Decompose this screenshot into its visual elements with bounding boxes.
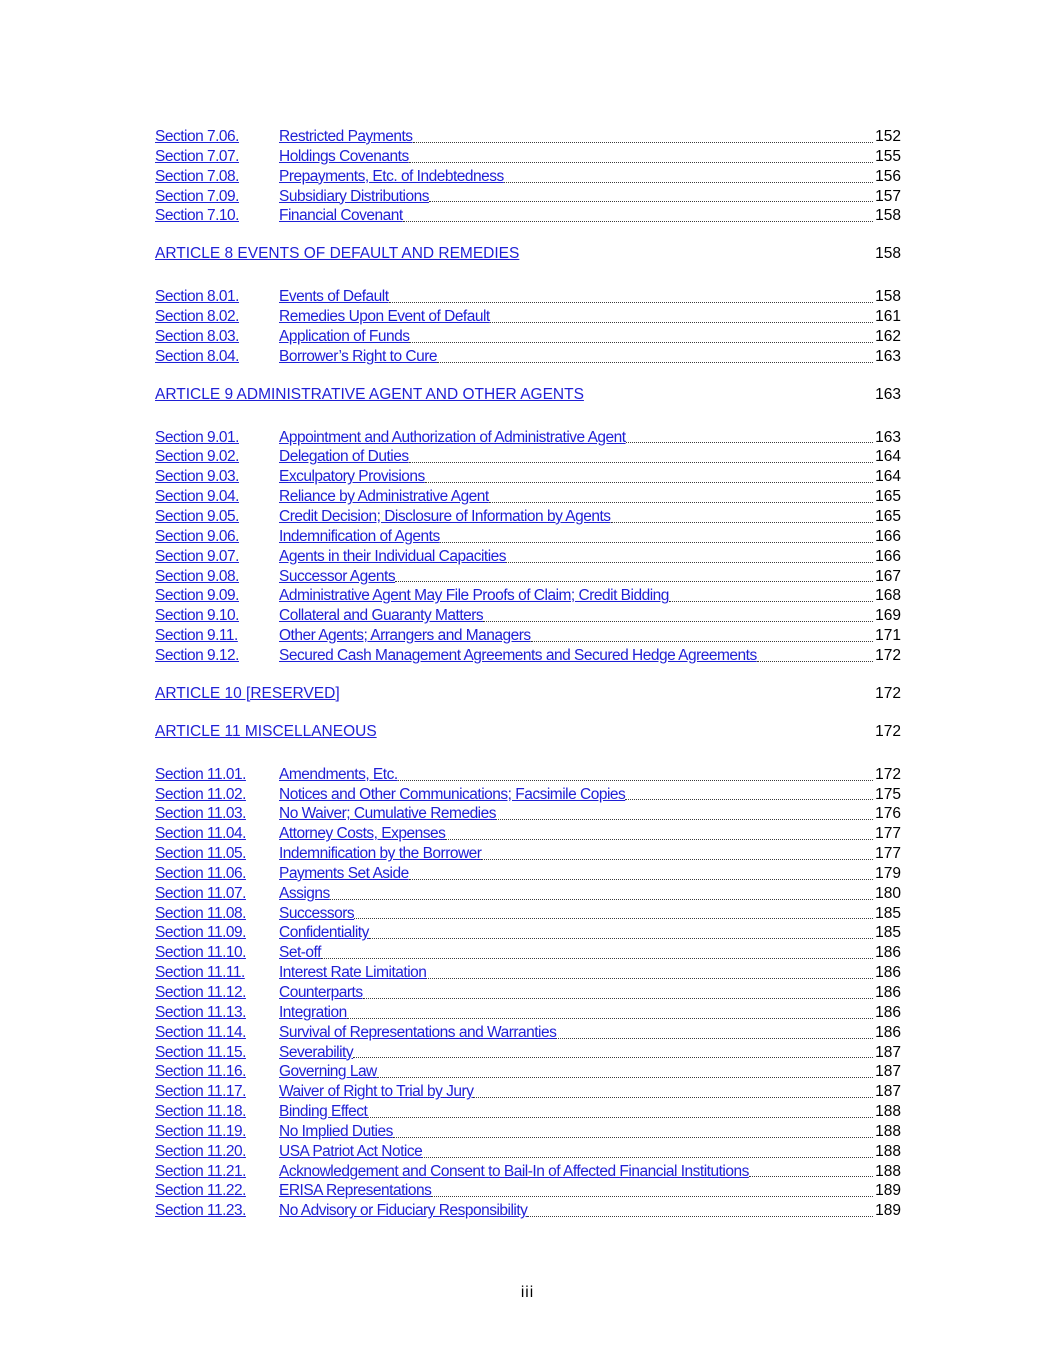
page-ref: 186 <box>875 944 901 962</box>
section-number-link[interactable]: Section 11.22. <box>155 1182 246 1200</box>
section-title-link[interactable]: No Advisory or Fiduciary Responsibility <box>279 1202 528 1220</box>
toc-section-row <box>155 187 901 207</box>
section-number-link[interactable]: Section 9.12. <box>155 646 239 664</box>
section-number-link[interactable]: Section 8.03. <box>155 327 239 345</box>
dot-leader <box>556 1037 873 1039</box>
section-title-link[interactable]: Confidentiality <box>279 924 369 942</box>
section-number-link[interactable]: Section 9.09. <box>155 587 239 605</box>
page-ref: 163 <box>875 347 901 365</box>
page-ref: 187 <box>875 1063 901 1081</box>
dot-leader <box>481 858 873 860</box>
section-title-link[interactable]: Amendments, Etc. <box>279 765 398 783</box>
toc-section-row <box>155 586 901 606</box>
page-ref: 185 <box>875 924 901 942</box>
dot-leader <box>431 1195 873 1197</box>
page-ref: 168 <box>875 587 901 605</box>
section-number-link[interactable]: Section 11.09. <box>155 924 246 942</box>
page-ref: 186 <box>875 1003 901 1021</box>
toc-section-row <box>155 785 901 805</box>
toc-section-row <box>155 167 901 187</box>
section-title-link[interactable]: Payments Set Aside <box>279 864 409 882</box>
dot-leader <box>321 957 873 959</box>
page-ref: 179 <box>875 864 901 882</box>
toc-section-row <box>155 467 901 487</box>
toc-section-row <box>155 527 901 547</box>
section-number-link[interactable]: Section 7.09. <box>155 187 239 205</box>
section-title-link[interactable]: Other Agents; Arrangers and Managers <box>279 627 531 645</box>
section-number-link[interactable]: Section 7.07. <box>155 147 239 165</box>
page-ref: 152 <box>875 128 901 145</box>
section-title-link[interactable]: Acknowledgement and Consent to Bail-In of Affected Financial Institutions <box>279 1162 749 1180</box>
dot-leader <box>625 798 873 800</box>
dot-leader <box>611 521 873 523</box>
toc-section-row <box>155 904 901 924</box>
section-number-link[interactable]: Section 9.05. <box>155 507 239 525</box>
page-ref: 177 <box>875 845 901 863</box>
section-number-link[interactable]: Section 9.11. <box>155 627 238 645</box>
dot-leader <box>354 917 873 919</box>
section-title-link[interactable]: Appointment and Authorization of Administrative Agent <box>279 428 626 446</box>
section-number-link[interactable]: Section 11.21. <box>155 1162 246 1180</box>
toc-section-row <box>155 1023 901 1043</box>
toc-section-row <box>155 206 901 226</box>
section-title-link[interactable]: Secured Cash Management Agreements and Secured Hedge Agreements <box>279 646 757 664</box>
dot-leader <box>409 461 873 463</box>
section-title-link[interactable]: No Implied Duties <box>279 1122 393 1140</box>
section-number-link[interactable]: Section 11.17. <box>155 1083 246 1101</box>
page-ref: 188 <box>875 1142 901 1160</box>
section-number-link[interactable]: Section 11.10. <box>155 944 246 962</box>
toc-section-row <box>155 447 901 467</box>
dot-leader <box>496 818 873 820</box>
dot-leader <box>398 779 873 781</box>
page-ref: 187 <box>875 1083 901 1101</box>
section-number-link[interactable]: Section 9.06. <box>155 527 239 545</box>
toc-section-row <box>155 804 901 824</box>
toc-section-row <box>155 1003 901 1023</box>
section-number-link[interactable]: Section 11.03. <box>155 805 246 823</box>
section-title-link[interactable]: Interest Rate Limitation <box>279 964 427 982</box>
page-ref: 186 <box>875 984 901 1001</box>
page-ref: 162 <box>875 327 901 345</box>
section-number-link[interactable]: Section 11.06. <box>155 864 246 882</box>
page-ref: 189 <box>875 1202 901 1220</box>
article-link[interactable]: ARTICLE 9 ADMINISTRATIVE AGENT AND OTHER AGENTS <box>155 385 584 403</box>
section-number-link[interactable]: Section 11.13. <box>155 1003 246 1021</box>
page-ref: 172 <box>875 646 901 664</box>
section-number-link[interactable]: Section 11.12. <box>155 984 246 1001</box>
section-number-link[interactable]: Section 11.02. <box>155 785 246 803</box>
dot-leader <box>425 481 873 483</box>
section-title-link[interactable]: Attorney Costs, Expenses <box>279 825 446 843</box>
section-title-link[interactable]: Notices and Other Communications; Facsimile Copies <box>279 785 626 803</box>
dot-leader <box>422 1156 873 1158</box>
section-title-link[interactable]: Set-off <box>279 944 321 962</box>
toc-section-row <box>155 287 901 307</box>
section-number-link[interactable]: Section 9.01. <box>155 428 239 446</box>
page-ref: 167 <box>875 567 901 585</box>
dot-leader <box>395 580 873 582</box>
section-title-link[interactable]: Delegation of Duties <box>279 448 409 466</box>
section-number-link[interactable]: Section 11.20. <box>155 1142 246 1160</box>
toc-section-row <box>155 307 901 327</box>
page-ref: 169 <box>875 607 901 625</box>
page-ref: 175 <box>875 785 901 803</box>
section-title-link[interactable]: Financial Covenant <box>279 207 403 225</box>
toc-section-row <box>155 487 901 507</box>
page-ref: 187 <box>875 1043 901 1061</box>
dot-leader <box>440 541 873 543</box>
page-ref: 164 <box>875 448 901 466</box>
section-number-link[interactable]: Section 11.04. <box>155 825 246 843</box>
toc-section-row <box>155 1162 901 1182</box>
page-ref: 180 <box>875 884 901 902</box>
section-title-link[interactable]: No Waiver; Cumulative Remedies <box>279 805 497 823</box>
section-number-link[interactable]: Section 9.04. <box>155 488 239 506</box>
section-title-link[interactable]: Credit Decision; Disclosure of Information by Agents <box>279 507 611 525</box>
toc-section-row <box>155 943 901 963</box>
toc-section-row <box>155 923 901 943</box>
dot-leader <box>490 321 873 323</box>
dot-leader <box>409 341 873 343</box>
section-number-link[interactable]: Section 11.14. <box>155 1023 246 1041</box>
toc-section-row <box>155 1082 901 1102</box>
toc-section-row <box>155 844 901 864</box>
dot-leader <box>353 1056 873 1058</box>
article-link[interactable]: ARTICLE 8 EVENTS OF DEFAULT AND REMEDIES <box>155 245 520 263</box>
section-title-link[interactable]: Application of Funds <box>279 327 410 345</box>
dot-leader <box>531 640 873 642</box>
section-title-link[interactable]: USA Patriot Act Notice <box>279 1142 423 1160</box>
section-number-link[interactable]: Section 11.19. <box>155 1122 246 1140</box>
toc-section-row <box>155 1043 901 1063</box>
dot-leader <box>363 997 873 999</box>
dot-leader <box>409 161 873 163</box>
section-title-link[interactable]: Prepayments, Etc. of Indebtedness <box>279 167 504 185</box>
section-number-link[interactable]: Section 9.03. <box>155 468 239 486</box>
page-ref: 157 <box>875 187 901 205</box>
dot-leader <box>445 838 873 840</box>
toc-section-row <box>155 963 901 983</box>
page-ref: 166 <box>875 547 901 565</box>
section-title-link[interactable]: Collateral and Guaranty Matters <box>279 607 484 625</box>
dot-leader <box>626 441 873 443</box>
page-number: iii <box>520 1284 535 1301</box>
section-number-link[interactable]: Section 7.10. <box>155 207 239 225</box>
toc-section-row <box>155 1201 901 1221</box>
dot-leader <box>506 561 873 563</box>
page-ref: 158 <box>875 245 901 263</box>
page-ref: 165 <box>875 507 901 525</box>
toc-section-row <box>155 983 901 1003</box>
section-number-link[interactable]: Section 11.18. <box>155 1103 246 1121</box>
page-ref: 172 <box>875 722 901 740</box>
dot-leader <box>393 1136 873 1138</box>
dot-leader <box>409 878 873 880</box>
page-ref: 188 <box>875 1122 901 1140</box>
section-title-link[interactable]: Indemnification by the Borrower <box>279 845 482 863</box>
section-title-link[interactable]: Administrative Agent May File Proofs of Claim; Credit Bidding <box>279 587 669 605</box>
section-title-link[interactable]: Reliance by Administrative Agent <box>279 488 489 506</box>
section-title-link[interactable]: ERISA Representations <box>279 1182 432 1200</box>
dot-leader <box>413 141 874 143</box>
toc-section-row <box>155 347 901 367</box>
dot-leader <box>437 361 873 363</box>
toc-section-row <box>155 327 901 347</box>
page-ref: 163 <box>875 385 901 403</box>
section-number-link[interactable]: Section 9.07. <box>155 547 239 565</box>
section-title-link[interactable]: Survival of Representations and Warranties <box>279 1023 557 1041</box>
section-title-link[interactable]: Indemnification of Agents <box>279 527 440 545</box>
dot-leader <box>330 898 873 900</box>
dot-leader <box>749 1175 873 1177</box>
dot-leader <box>669 600 873 602</box>
toc-section-row <box>155 1122 901 1142</box>
section-number-link[interactable]: Section 11.05. <box>155 845 246 863</box>
toc-section-row <box>155 567 901 587</box>
toc-section-row <box>155 765 901 785</box>
section-number-link[interactable]: Section 11.07. <box>155 884 246 902</box>
section-title-link[interactable]: Events of Default <box>279 288 389 306</box>
dot-leader <box>403 220 873 222</box>
section-number-link[interactable]: Section 11.16. <box>155 1063 246 1081</box>
toc-section-row <box>155 428 901 448</box>
toc-section-row <box>155 1181 901 1201</box>
section-number-link[interactable]: Section 8.02. <box>155 308 239 326</box>
section-number-link[interactable]: Section 8.04. <box>155 347 239 365</box>
page-ref: 158 <box>875 207 901 225</box>
toc-section-row <box>155 1102 901 1122</box>
page-ref: 163 <box>875 428 901 446</box>
page-ref: 172 <box>875 684 901 702</box>
article-link[interactable]: ARTICLE 10 [RESERVED] <box>155 684 340 702</box>
page-ref: 185 <box>875 904 901 922</box>
toc-section-row <box>155 507 901 527</box>
section-title-link[interactable]: Agents in their Individual Capacities <box>279 547 507 565</box>
section-number-link[interactable]: Section 11.11. <box>155 964 245 982</box>
toc-article-row <box>155 244 901 264</box>
toc-section-row <box>155 127 901 147</box>
page-ref: 186 <box>875 1023 901 1041</box>
section-number-link[interactable]: Section 11.23. <box>155 1202 246 1220</box>
page-ref: 161 <box>875 308 901 326</box>
dot-leader <box>377 1076 873 1078</box>
toc-section-row <box>155 646 901 666</box>
dot-leader <box>426 977 873 979</box>
dot-leader <box>504 181 873 183</box>
section-title-link[interactable]: Waiver of Right to Trial by Jury <box>279 1083 474 1101</box>
page-ref: 165 <box>875 488 901 506</box>
page-ref: 164 <box>875 468 901 486</box>
section-title-link[interactable]: Restricted Payments <box>279 128 413 145</box>
dot-leader <box>429 200 873 202</box>
section-number-link[interactable]: Section 8.01. <box>155 288 239 306</box>
section-number-link[interactable]: Section 7.08. <box>155 167 239 185</box>
page-ref: 188 <box>875 1162 901 1180</box>
section-number-link[interactable]: Section 7.06. <box>155 128 239 145</box>
page-ref: 166 <box>875 527 901 545</box>
dot-leader <box>757 660 873 662</box>
dot-leader <box>527 1215 873 1217</box>
section-title-link[interactable]: Integration <box>279 1003 347 1021</box>
page-ref: 186 <box>875 964 901 982</box>
toc-section-row <box>155 626 901 646</box>
section-number-link[interactable]: Section 11.08. <box>155 904 246 922</box>
section-title-link[interactable]: Assigns <box>279 884 330 902</box>
page-ref: 172 <box>875 765 901 783</box>
toc-section-row <box>155 824 901 844</box>
section-title-link[interactable]: Binding Effect <box>279 1103 368 1121</box>
toc-article-row <box>155 684 901 704</box>
section-title-link[interactable]: Counterparts <box>279 984 363 1001</box>
page-ref: 177 <box>875 825 901 843</box>
section-title-link[interactable]: Governing Law <box>279 1063 377 1081</box>
section-title-link[interactable]: Holdings Covenants <box>279 147 409 165</box>
section-number-link[interactable]: Section 11.01. <box>155 765 246 783</box>
dot-leader <box>473 1096 873 1098</box>
article-link[interactable]: ARTICLE 11 MISCELLANEOUS <box>155 722 377 740</box>
page-ref: 155 <box>875 147 901 165</box>
page-ref: 188 <box>875 1103 901 1121</box>
dot-leader <box>483 620 873 622</box>
toc-section-row <box>155 1062 901 1082</box>
page-ref: 171 <box>875 627 901 645</box>
toc-section-row <box>155 1142 901 1162</box>
section-number-link[interactable]: Section 11.15. <box>155 1043 246 1061</box>
page-ref: 156 <box>875 167 901 185</box>
dot-leader <box>367 1116 873 1118</box>
dot-leader <box>369 937 873 939</box>
toc-article-row <box>155 722 901 742</box>
section-title-link[interactable]: Successors <box>279 904 355 922</box>
toc-section-row <box>155 884 901 904</box>
dot-leader <box>389 301 873 303</box>
toc-article-row <box>155 385 901 405</box>
section-number-link[interactable]: Section 9.02. <box>155 448 239 466</box>
section-title-link[interactable]: Remedies Upon Event of Default <box>279 308 490 326</box>
dot-leader <box>347 1017 873 1019</box>
page-ref: 189 <box>875 1182 901 1200</box>
dot-leader <box>489 501 873 503</box>
section-title-link[interactable]: Successor Agents <box>279 567 396 585</box>
section-title-link[interactable]: Exculpatory Provisions <box>279 468 425 486</box>
toc-section-row <box>155 547 901 567</box>
section-number-link[interactable]: Section 9.08. <box>155 567 239 585</box>
section-title-link[interactable]: Subsidiary Distributions <box>279 187 429 205</box>
table-of-contents <box>155 127 901 1221</box>
page-ref: 176 <box>875 805 901 823</box>
section-title-link[interactable]: Borrower’s Right to Cure <box>279 347 437 365</box>
toc-section-row <box>155 864 901 884</box>
toc-section-row <box>155 147 901 167</box>
section-title-link[interactable]: Severability <box>279 1043 354 1061</box>
section-number-link[interactable]: Section 9.10. <box>155 607 239 625</box>
toc-section-row <box>155 606 901 626</box>
page-ref: 158 <box>875 288 901 306</box>
